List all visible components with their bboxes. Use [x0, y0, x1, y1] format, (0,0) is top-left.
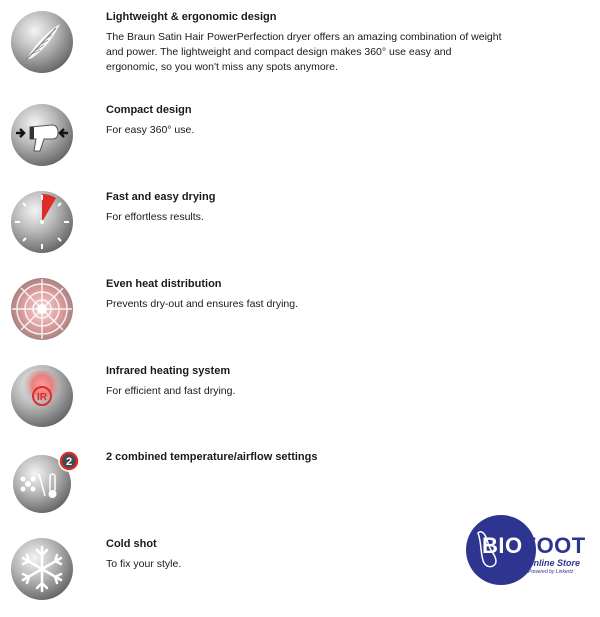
settings-icon	[10, 450, 74, 514]
feature-title: Fast and easy drying	[106, 191, 216, 203]
logo-bio: BIO	[482, 533, 523, 558]
logo-store: online Store	[528, 558, 581, 568]
feature-title: Even heat distribution	[106, 278, 222, 290]
infrared-label: IR	[37, 392, 47, 403]
compact-dryer-icon	[10, 103, 74, 167]
snowflake-icon	[10, 537, 74, 601]
feature-title: Cold shot	[106, 538, 157, 550]
heat-grid-icon	[10, 277, 74, 341]
feature-infrared	[0, 364, 600, 444]
feature-title: Compact design	[106, 104, 192, 116]
feature-description: For easy 360° use.	[106, 124, 195, 136]
logo-foot: FOOT	[522, 533, 586, 558]
feature-compact	[0, 103, 600, 183]
feature-description: Prevents dry-out and ensures fast drying.	[106, 298, 299, 310]
feature-even-heat	[0, 277, 600, 357]
biofoot-logo	[466, 515, 590, 593]
feature-description: For effortless results.	[106, 211, 204, 223]
feature-title: 2 combined temperature/airflow settings	[106, 451, 318, 463]
logo-wordmark	[482, 533, 586, 559]
clock-icon	[10, 190, 74, 254]
logo-powered: Powered by Linkertz	[528, 569, 574, 575]
settings-badge: 2	[65, 456, 73, 468]
feature-title: Infrared heating system	[106, 365, 231, 377]
feature-lightweight	[0, 10, 600, 90]
feather-icon	[10, 10, 74, 74]
feature-fast-drying	[0, 190, 600, 270]
feature-description: For efficient and fast drying.	[106, 385, 236, 397]
feature-title: Lightweight & ergonomic design	[106, 11, 277, 23]
feature-description: The Braun Satin Hair PowerPerfection dryer offers an amazing combination of weight and power. The lightweight and compact design makes 360° use easy and ergonomic, so you won't miss any spots anymore.	[106, 31, 502, 73]
infrared-icon	[10, 364, 74, 428]
feature-description: To fix your style.	[106, 558, 182, 570]
